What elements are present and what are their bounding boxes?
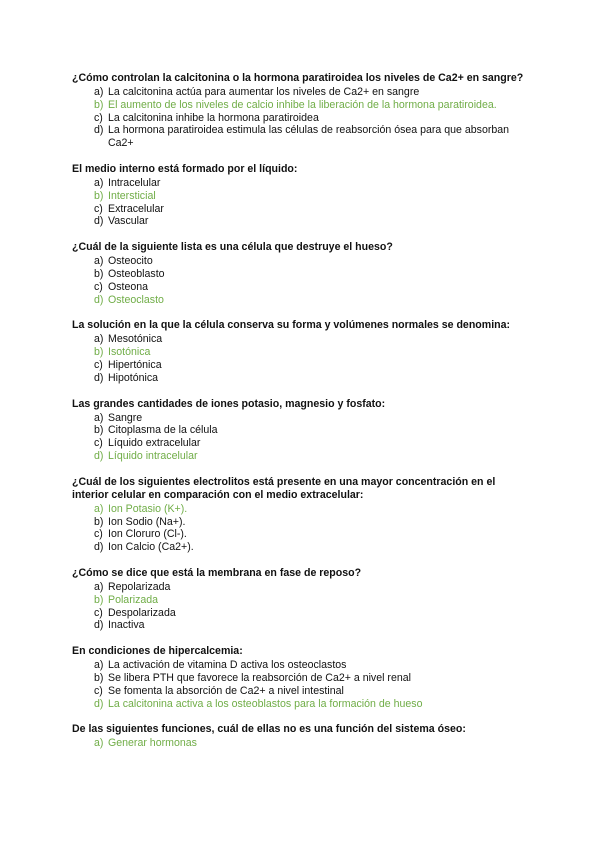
option-list bbox=[72, 86, 532, 150]
option-letter: c) bbox=[94, 437, 103, 450]
question-block bbox=[72, 567, 532, 632]
option-letter-wrap bbox=[72, 607, 108, 620]
option-letter-wrap bbox=[72, 281, 108, 294]
option-list bbox=[72, 255, 532, 306]
option-item bbox=[72, 177, 532, 190]
option-text: Osteoblasto bbox=[108, 267, 165, 280]
option-text: La calcitonina activa a los osteoblastos para la formación de hueso bbox=[108, 697, 423, 710]
option-letter: b) bbox=[94, 267, 104, 280]
option-item bbox=[72, 268, 532, 281]
option-letter: d) bbox=[94, 293, 104, 306]
option-item-correct bbox=[72, 594, 532, 607]
question-block bbox=[72, 645, 532, 710]
option-text: Hipotónica bbox=[108, 371, 159, 384]
option-letter-wrap bbox=[72, 737, 108, 750]
option-letter: d) bbox=[94, 371, 104, 384]
option-text: Hipertónica bbox=[108, 358, 162, 371]
option-letter: a) bbox=[94, 333, 104, 346]
option-letter-wrap bbox=[72, 112, 108, 125]
option-list bbox=[72, 581, 532, 632]
option-letter: a) bbox=[94, 411, 104, 424]
option-item bbox=[72, 528, 532, 541]
option-letter: c) bbox=[94, 202, 103, 215]
option-letter-wrap bbox=[72, 177, 108, 190]
option-letter-wrap bbox=[72, 215, 108, 228]
option-letter-wrap bbox=[72, 190, 108, 203]
option-text: Osteona bbox=[108, 280, 149, 293]
option-item bbox=[72, 86, 532, 99]
option-letter: b) bbox=[94, 424, 104, 437]
option-letter: a) bbox=[94, 176, 104, 189]
option-letter-wrap bbox=[72, 294, 108, 307]
option-letter: a) bbox=[94, 580, 104, 593]
option-item bbox=[72, 333, 532, 346]
option-item bbox=[72, 516, 532, 529]
option-letter: b) bbox=[94, 515, 104, 528]
option-item-correct bbox=[72, 698, 532, 711]
option-text: Se fomenta la absorción de Ca2+ a nivel intestinal bbox=[108, 684, 344, 697]
option-letter-wrap bbox=[72, 698, 108, 711]
option-letter: b) bbox=[94, 98, 104, 111]
question-block bbox=[72, 723, 532, 750]
option-text: Líquido extracelular bbox=[108, 437, 201, 450]
option-text: Osteocito bbox=[108, 255, 153, 268]
option-letter: d) bbox=[94, 124, 104, 137]
option-text: Se libera PTH que favorece la reabsorción de Ca2+ a nivel renal bbox=[108, 671, 411, 684]
option-letter: b) bbox=[94, 189, 104, 202]
option-letter: c) bbox=[94, 111, 103, 124]
option-item-correct bbox=[72, 294, 532, 307]
option-letter-wrap bbox=[72, 359, 108, 372]
option-text: Sangre bbox=[108, 411, 143, 424]
option-letter: a) bbox=[94, 255, 104, 268]
option-text: Citoplasma de la célula bbox=[108, 424, 218, 437]
option-text: La activación de vitamina D activa los osteoclastos bbox=[108, 659, 347, 672]
question-text: ¿Cómo se dice que está la membrana en fase de reposo? bbox=[72, 566, 362, 579]
option-text: Polarizada bbox=[108, 593, 159, 606]
option-item-correct bbox=[72, 503, 532, 516]
option-item-correct bbox=[72, 450, 532, 463]
question-text: Las grandes cantidades de iones potasio, magnesio y fosfato: bbox=[72, 397, 386, 410]
option-text: Isotónica bbox=[108, 346, 151, 359]
option-item bbox=[72, 672, 532, 685]
option-letter: c) bbox=[94, 280, 103, 293]
question-list bbox=[72, 72, 532, 763]
option-item-correct bbox=[72, 346, 532, 359]
option-letter: b) bbox=[94, 346, 104, 359]
option-letter: b) bbox=[94, 593, 104, 606]
option-letter: a) bbox=[94, 659, 104, 672]
option-letter-wrap bbox=[72, 528, 108, 541]
option-letter: c) bbox=[94, 606, 103, 619]
option-item bbox=[72, 124, 532, 150]
option-item bbox=[72, 424, 532, 437]
question-block bbox=[72, 476, 532, 554]
option-item bbox=[72, 607, 532, 620]
option-text: Ion Sodio (Na+). bbox=[108, 515, 186, 528]
option-text: La calcitonina actúa para aumentar los niveles de Ca2+ en sangre bbox=[108, 86, 420, 98]
option-item bbox=[72, 581, 532, 594]
option-letter-wrap bbox=[72, 255, 108, 268]
option-item bbox=[72, 112, 532, 125]
option-text: Inactiva bbox=[108, 619, 145, 632]
option-list bbox=[72, 737, 532, 750]
question-text: De las siguientes funciones, cuál de ellas no es una función del sistema óseo: bbox=[72, 723, 466, 736]
option-letter-wrap bbox=[72, 685, 108, 698]
option-letter: d) bbox=[94, 215, 104, 228]
option-text: Mesotónica bbox=[108, 333, 163, 346]
option-text: Generar hormonas bbox=[108, 737, 197, 750]
option-item-correct bbox=[72, 99, 532, 112]
option-letter: b) bbox=[94, 671, 104, 684]
option-text: La hormona paratiroidea estimula las células de reabsorción ósea para que absorban Ca2+ bbox=[108, 124, 510, 150]
option-letter: c) bbox=[94, 358, 103, 371]
option-letter-wrap bbox=[72, 619, 108, 632]
question-text: ¿Cómo controlan la calcitonina o la hormona paratiroidea los niveles de Ca2+ en sangre? bbox=[72, 72, 524, 84]
option-letter: a) bbox=[94, 737, 104, 750]
option-letter-wrap bbox=[72, 333, 108, 346]
option-text: Ion Cloruro (Cl-). bbox=[108, 528, 187, 541]
option-list bbox=[72, 503, 532, 554]
option-text: El aumento de los niveles de calcio inhibe la liberación de la hormona paratiroidea. bbox=[108, 98, 497, 111]
option-item-correct bbox=[72, 190, 532, 203]
option-text: Ion Calcio (Ca2+). bbox=[108, 541, 194, 554]
option-item bbox=[72, 412, 532, 425]
option-letter: d) bbox=[94, 541, 104, 554]
option-text: Repolarizada bbox=[108, 580, 171, 593]
option-letter-wrap bbox=[72, 503, 108, 516]
question-text: La solución en la que la célula conserva su forma y volúmenes normales se denomina: bbox=[72, 319, 511, 332]
option-text: Vascular bbox=[108, 215, 149, 228]
option-item-correct bbox=[72, 737, 532, 750]
option-letter-wrap bbox=[72, 86, 108, 99]
question-text: ¿Cuál de la siguiente lista es una célula que destruye el hueso? bbox=[72, 241, 393, 254]
question-text: En condiciones de hipercalcemia: bbox=[72, 645, 243, 658]
question-text: El medio interno está formado por el líquido: bbox=[72, 162, 298, 175]
option-letter-wrap bbox=[72, 99, 108, 112]
option-list bbox=[72, 333, 532, 384]
option-item bbox=[72, 281, 532, 294]
option-letter: d) bbox=[94, 449, 104, 462]
option-letter: c) bbox=[94, 528, 103, 541]
option-text: Despolarizada bbox=[108, 606, 176, 619]
option-letter-wrap bbox=[72, 516, 108, 529]
option-letter: a) bbox=[94, 86, 104, 98]
option-item bbox=[72, 215, 532, 228]
question-block bbox=[72, 319, 532, 384]
option-text: La calcitonina inhibe la hormona paratiroidea bbox=[108, 111, 319, 124]
option-letter-wrap bbox=[72, 672, 108, 685]
option-text: Líquido intracelular bbox=[108, 449, 198, 462]
option-letter-wrap bbox=[72, 268, 108, 281]
option-item bbox=[72, 372, 532, 385]
option-letter-wrap bbox=[72, 203, 108, 216]
option-item bbox=[72, 437, 532, 450]
option-item bbox=[72, 659, 532, 672]
option-item bbox=[72, 255, 532, 268]
option-letter-wrap bbox=[72, 450, 108, 463]
option-item bbox=[72, 203, 532, 216]
question-block bbox=[72, 398, 532, 463]
option-list bbox=[72, 177, 532, 228]
option-letter-wrap bbox=[72, 346, 108, 359]
option-letter: c) bbox=[94, 684, 103, 697]
question-block bbox=[72, 163, 532, 228]
option-list bbox=[72, 412, 532, 463]
question-text: ¿Cuál de los siguientes electrolitos está presente en una mayor concentración en el interior celular en comparación con el medio extracelular: bbox=[72, 475, 496, 501]
option-letter: a) bbox=[94, 502, 104, 515]
option-item bbox=[72, 541, 532, 554]
option-item bbox=[72, 685, 532, 698]
option-letter-wrap bbox=[72, 659, 108, 672]
option-letter-wrap bbox=[72, 541, 108, 554]
option-letter-wrap bbox=[72, 437, 108, 450]
question-block bbox=[72, 241, 532, 306]
option-letter-wrap bbox=[72, 412, 108, 425]
option-letter-wrap bbox=[72, 372, 108, 385]
option-letter-wrap bbox=[72, 424, 108, 437]
option-list bbox=[72, 659, 532, 710]
option-text: Intersticial bbox=[108, 189, 156, 202]
option-letter-wrap bbox=[72, 581, 108, 594]
option-item bbox=[72, 619, 532, 632]
option-letter: d) bbox=[94, 619, 104, 632]
option-item bbox=[72, 359, 532, 372]
option-text: Osteoclasto bbox=[108, 293, 164, 306]
option-letter-wrap bbox=[72, 124, 108, 150]
option-text: Extracelular bbox=[108, 202, 164, 215]
option-text: Ion Potasio (K+). bbox=[108, 502, 188, 515]
option-text: Intracelular bbox=[108, 176, 161, 189]
option-letter-wrap bbox=[72, 594, 108, 607]
question-block bbox=[72, 72, 532, 150]
option-letter: d) bbox=[94, 697, 104, 710]
